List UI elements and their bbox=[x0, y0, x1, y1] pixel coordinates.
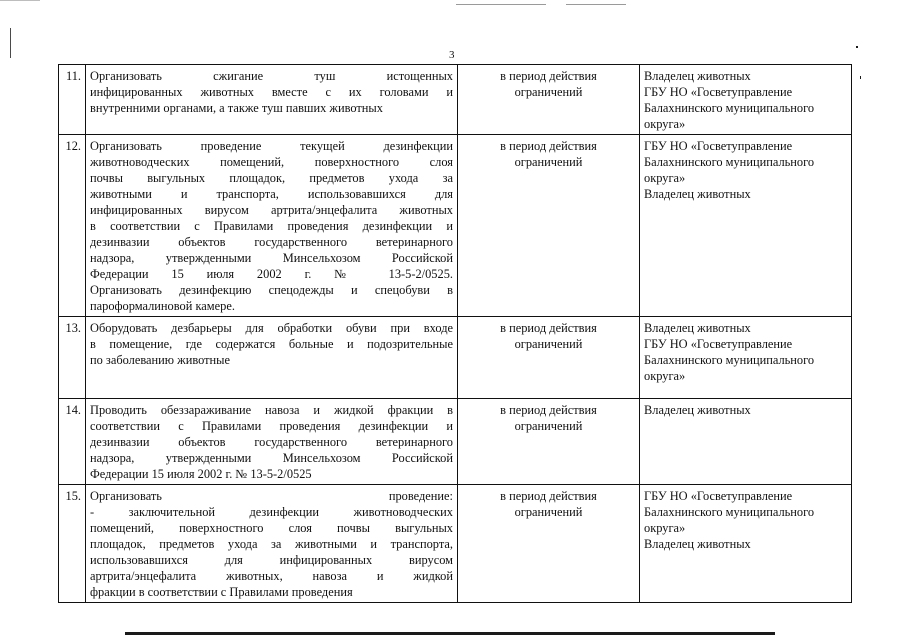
row-number: 11. bbox=[59, 65, 86, 135]
measure-text-line: фракции в соответствии с Правилами проведения bbox=[90, 585, 353, 599]
responsible-text-line: Балахнинского муниципального bbox=[644, 101, 815, 115]
measure-text-line: Проводить обеззараживание навоза и жидкой фракции в bbox=[90, 403, 453, 417]
responsible-text-line: ГБУ НО «Госветуправление bbox=[644, 337, 793, 351]
measure-text-line: соответствии с Правилами проведения дезинфекции и bbox=[90, 419, 453, 433]
table-row bbox=[59, 317, 852, 399]
measure-text-line: надзора, утвержденными Минсельхозом Российской bbox=[90, 251, 453, 265]
scan-artifact-top-left bbox=[0, 0, 40, 1]
period-text-line: ограничений bbox=[514, 85, 583, 99]
measure-period bbox=[458, 135, 640, 317]
responsible-text-line: Балахнинского муниципального bbox=[644, 353, 815, 367]
measures-table-body bbox=[59, 65, 852, 603]
measure-description bbox=[86, 485, 458, 603]
scan-artifact-top-rule bbox=[456, 4, 546, 5]
measure-period bbox=[458, 485, 640, 603]
measure-text-line: надзора, утвержденными Минсельхозом Российской bbox=[90, 451, 453, 465]
measure-text-line: Организовать дезинфекцию спецодежды и спецобуви в bbox=[90, 283, 453, 297]
measure-text-line: Организовать проведение текущей дезинфекции bbox=[90, 139, 453, 153]
measure-description bbox=[86, 135, 458, 317]
measure-responsible bbox=[640, 317, 852, 399]
row-number: 14. bbox=[59, 399, 86, 485]
measure-text-line: пароформалиновой камере. bbox=[90, 299, 235, 313]
page-number: 3 bbox=[449, 49, 455, 61]
measure-text-line: Федерации 15 июля 2002 г. № 13-5-2/0525 bbox=[90, 467, 312, 481]
scan-artifact-top-right bbox=[566, 4, 626, 5]
responsible-text-line: Балахнинского муниципального bbox=[644, 505, 815, 519]
measure-text-line: артрита/энцефалита животных, навоза и жидкой bbox=[90, 569, 453, 583]
measure-text-line: в соответствии с Правилами проведения дезинфекции и bbox=[90, 219, 453, 233]
responsible-text-line: округа» bbox=[644, 369, 686, 383]
measure-text-line: дезинвазии объектов государственного ветеринарного bbox=[90, 235, 453, 249]
responsible-text-line: Владелец животных bbox=[644, 69, 751, 83]
period-text-line: ограничений bbox=[514, 505, 583, 519]
measure-description bbox=[86, 65, 458, 135]
measure-text-line: использовавшихся для инфицированных вирусом bbox=[90, 553, 453, 567]
row-number: 15. bbox=[59, 485, 86, 603]
measure-text-line: Организовать сжигание туш истощенных bbox=[90, 69, 453, 83]
scan-artifact-right-dot bbox=[856, 46, 858, 48]
period-text-line: в период действия bbox=[500, 403, 597, 417]
measure-text-line: инфицированных животных вместе с их головами и bbox=[90, 85, 453, 99]
measure-period bbox=[458, 65, 640, 135]
responsible-text-line: Владелец животных bbox=[644, 187, 751, 201]
measure-description bbox=[86, 317, 458, 399]
measure-text-line: по заболеванию животные bbox=[90, 353, 230, 367]
period-text-line: ограничений bbox=[514, 337, 583, 351]
row-number: 12. bbox=[59, 135, 86, 317]
responsible-text-line: ГБУ НО «Госветуправление bbox=[644, 489, 793, 503]
scan-artifact-left-edge bbox=[10, 28, 11, 58]
measure-text-line: Организовать проведение: bbox=[90, 489, 453, 503]
measure-responsible bbox=[640, 485, 852, 603]
scan-artifact-right-tick bbox=[860, 76, 861, 79]
measure-text-line: инфицированных вирусом артрита/энцефалита животных bbox=[90, 203, 453, 217]
measure-responsible bbox=[640, 65, 852, 135]
measure-text-line: Оборудовать дезбарьеры для обработки обуви при входе bbox=[90, 321, 453, 335]
table-row bbox=[59, 399, 852, 485]
measure-text-line: - заключительной дезинфекции животноводческих bbox=[90, 505, 453, 519]
responsible-text-line: Владелец животных bbox=[644, 403, 751, 417]
responsible-text-line: Владелец животных bbox=[644, 321, 751, 335]
measure-text-line: животными и транспорта, использовавшихся для bbox=[90, 187, 453, 201]
period-text-line: в период действия bbox=[500, 69, 597, 83]
responsible-text-line: округа» bbox=[644, 171, 686, 185]
measure-text-line: помещений, поверхностного слоя почвы выгульных bbox=[90, 521, 453, 535]
table-row bbox=[59, 135, 852, 317]
measure-period bbox=[458, 399, 640, 485]
measures-table bbox=[58, 64, 852, 603]
measure-text-line: в помещение, где содержатся больные и подозрительные bbox=[90, 337, 453, 351]
responsible-text-line: ГБУ НО «Госветуправление bbox=[644, 139, 793, 153]
responsible-text-line: округа» bbox=[644, 521, 686, 535]
measure-responsible bbox=[640, 399, 852, 485]
period-text-line: в период действия bbox=[500, 321, 597, 335]
responsible-text-line: ГБУ НО «Госветуправление bbox=[644, 85, 793, 99]
row-number: 13. bbox=[59, 317, 86, 399]
measure-text-line: внутренними органами, а также туш павших животных bbox=[90, 101, 383, 115]
measure-responsible bbox=[640, 135, 852, 317]
responsible-text-line: Балахнинского муниципального bbox=[644, 155, 815, 169]
responsible-text-line: Владелец животных bbox=[644, 537, 751, 551]
bottom-rule bbox=[125, 632, 775, 635]
measure-text-line: дезинвазии объектов государственного ветеринарного bbox=[90, 435, 453, 449]
measure-text-line: Федерации 15 июля 2002 г. № 13-5-2/0525. bbox=[90, 267, 453, 281]
table-row bbox=[59, 65, 852, 135]
measure-text-line: почвы выгульных площадок, предметов ухода за bbox=[90, 171, 453, 185]
measure-description bbox=[86, 399, 458, 485]
table-row bbox=[59, 485, 852, 603]
period-text-line: ограничений bbox=[514, 419, 583, 433]
measure-period bbox=[458, 317, 640, 399]
responsible-text-line: округа» bbox=[644, 117, 686, 131]
period-text-line: ограничений bbox=[514, 155, 583, 169]
period-text-line: в период действия bbox=[500, 139, 597, 153]
measure-text-line: животноводческих помещений, поверхностного слоя bbox=[90, 155, 453, 169]
measure-text-line: площадок, предметов ухода за животными и транспорта, bbox=[90, 537, 453, 551]
period-text-line: в период действия bbox=[500, 489, 597, 503]
